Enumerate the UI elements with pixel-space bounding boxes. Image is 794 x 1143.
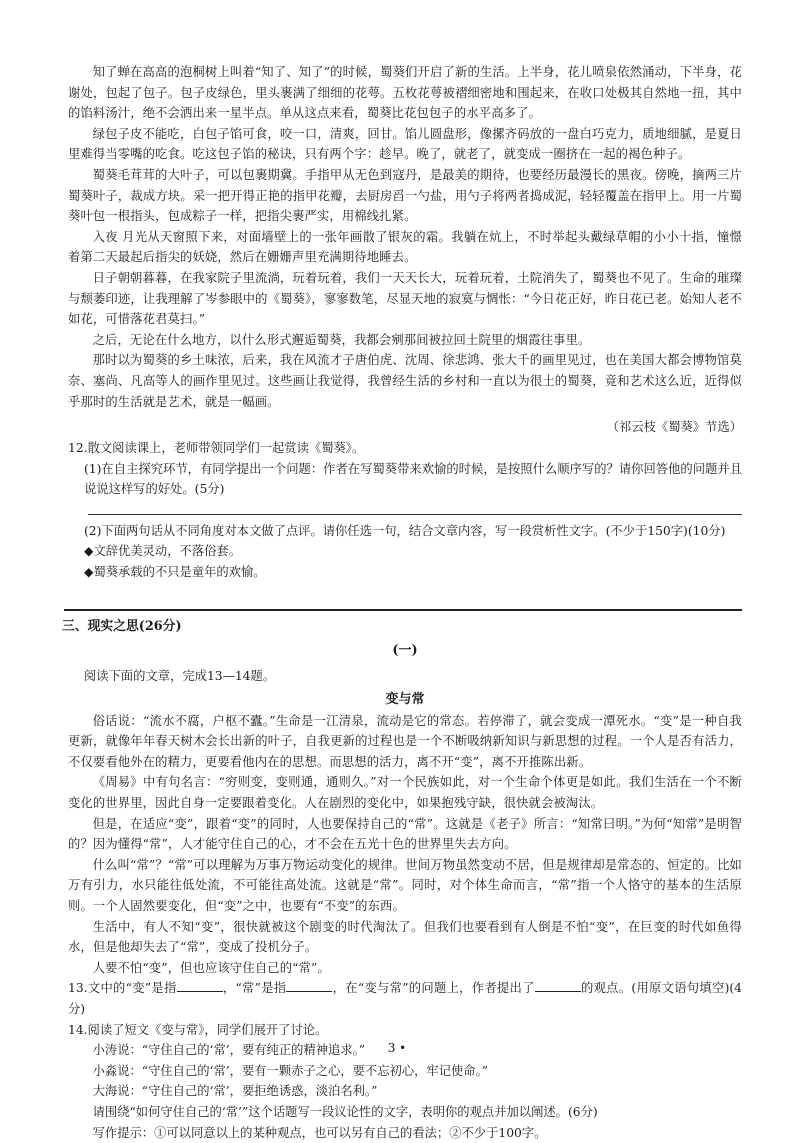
passage-paragraph: 知了蝉在高高的泡桐树上叫着“知了、知了”的时候，蜀葵们开启了新的生活。上半身，花儿喷泉依然涌动，下半身，花谢处，包起了包子。包子皮绿色，里头裹满了细细的花萼。五枚花萼被褶细密地和围起来，在收口处极其自然地一扭，其中的馅料汤汁，绝不会洒出来一星半点。单从这点来看，蜀葵比花包包子的水平高多了。 — [68, 65, 742, 121]
discussion-line: 大海说：“守住自己的‘常’，要拒绝诱惑，淡泊名利。” — [92, 1084, 378, 1099]
question-14-stem: 14.阅读了短文《变与常》，同学们展开了讨论。 — [68, 1022, 328, 1037]
article-title: 变与常 — [385, 691, 425, 707]
question-12-stem: 12.散文阅读课上，老师带领同学们一起赏读《蜀葵》。 — [68, 441, 365, 456]
article-paragraph: 什么叫“常”？“常”可以理解为万事万物运动变化的规律。世间万物虽然变动不居，但是规律却是常态的、恒定的。比如万有引力，水只能往低处流，不可能往高处流。这就是“常”。同时，对个体生命而言，“常”指一个人恪守的基本的生活原则。一个人固然要变化，但“变”之中，也要有“不变”的东西。 — [68, 857, 742, 913]
section-3-title: 三、现实之思(26分) — [62, 618, 182, 634]
article-paragraph: 《周易》中有句名言：“穷则变，变则通，通则久。”对一个民族如此，对一个生命个体更是如此。我们生活在一个不断变化的世界里，因此自身一定要跟着变化。人在剧烈的变化中，如果抱残守缺，很快就会被淘汰。 — [68, 775, 742, 811]
fill-blank-1[interactable] — [177, 979, 223, 992]
article-paragraph: 生活中，有人不知“变”，很快就被这个剧变的时代淘汰了。但我们也要看到有人倒是不怕“变”，在巨变的时代如鱼得水，但是他却失去了“常”，变成了投机分子。 — [68, 919, 742, 955]
question-13 — [68, 978, 742, 1019]
passage-paragraph: 蜀葵毛茸茸的大叶子，可以包裹期冀。手指甲从无色到寇丹，是最美的期待，也要经历最漫长的黑夜。傍晚，摘两三片蜀葵叶子，裁成方块。采一把开得正艳的指甲花瓣，去厨房舀一勺盐，用勺子将两者捣成泥，轻轻覆盖在指甲上。用一片蜀葵叶包一根指头，包成粽子一样，把指尖裹严实，用棉线扎紧。 — [68, 167, 742, 224]
reading-passage-shukui — [68, 62, 742, 438]
passage-paragraph: 入夜 月光从天窗照下来，对面墙壁上的一张年画散了银灰的霜。我躺在炕上，不时举起头戴绿草帽的小小十指，憧憬着第二天最起后指尖的妖娆，然后在姗姗声里充满期待地睡去。 — [68, 229, 742, 265]
part-1-heading: (一) — [392, 642, 418, 658]
question-13-text: ，在“变与常”的问题上，作者提出了 — [332, 981, 535, 996]
article-paragraph: 但是，在适应“变”，跟着“变”的同时，人也要保持自己的“常”。这就是《老子》所言：“知常曰明。”为何“知常”是明智的？因为懂得“常”，人才能守住自己的心，才不会在五光十色的世界里失去方向。 — [68, 816, 742, 852]
section-divider — [64, 609, 742, 611]
question-12 — [68, 438, 742, 583]
comment-option-2: ◆蜀葵承载的不只是童年的欢愉。 — [83, 565, 266, 580]
answer-line[interactable] — [88, 514, 742, 515]
page-number: 3 • — [387, 1041, 407, 1055]
question-14 — [68, 1020, 742, 1143]
discussion-line: 小涛说：“守住自己的‘常’，要有纯正的精神追求。” — [92, 1043, 366, 1058]
question-12-part-1: (1)在自主探究环节，有同学提出一个问题：作者在写蜀葵带来欢愉的时候，是按照什么顺序写的？请你回答他的问题并且说说这样写的好处。(5分) — [83, 461, 742, 497]
question-13-text: ，“常”是指 — [222, 981, 287, 996]
passage-paragraph: 那时以为蜀葵的乡土味浓，后来，我在风流才子唐伯虎、沈周、徐悲鸿、张大千的画里见过，也在美国大都会博物馆莫奈、塞尚、凡高等人的画作里见过。这些画让我觉得，我曾经生活的乡村和一直以为很土的蜀葵，竟和艺术这么近，近得似乎那时的生活就是艺术，就是一幅画。 — [68, 353, 742, 409]
question-13-text: 的观点。(用原文语句填空)(4分) — [68, 981, 743, 1016]
article-bian-yu-chang — [68, 711, 742, 979]
fill-blank-2[interactable] — [286, 979, 332, 992]
writing-task: 请围绕“如何守住自己的‘常’”这个话题写一段议论性的文字，表明你的观点并加以阐述。(6分) — [92, 1104, 598, 1119]
passage-paragraph: 日子朝朝暮暮，在我家院子里流淌，玩着玩着，我们一天天长大，玩着玩着，土院消失了，蜀葵也不见了。生命的璀璨与颓萎印迹，让我理解了岑参眼中的《蜀葵》，寥寥数笔，尽显天地的寂寞与惆怅：“今日花正好，昨日花已老。始知人老不如花，可惜落花君莫扫。” — [68, 270, 742, 327]
passage-source: （祁云枝《蜀葵》节选） — [606, 420, 742, 435]
fill-blank-3[interactable] — [535, 979, 581, 992]
question-12-part-2: (2)下面两句话从不同角度对本文做了点评。请你任选一句，结合文章内容，写一段赏析性文字。(不少于150字)(10分) — [83, 523, 726, 538]
article-paragraph: 俗话说：“流水不腐，户枢不蠹。”生命是一江清泉，流动是它的常态。若停滞了，就会变成一潭死水。“变”是一种自我更新，就像年年春天树木会长出新的叶子，自我更新的过程也是一个不断吸纳新知识与新思想的过程。一个人是否有活力，不仅要看他外在的精力，更要看他内在的思想。而思想的活力，离不开“变”，离不开推陈出新。 — [68, 713, 742, 769]
comment-option-1: ◆文辞优美灵动，不落俗套。 — [83, 544, 242, 559]
reading-instruction: 阅读下面的文章，完成13—14题。 — [83, 668, 276, 683]
question-13-label: 13.文中的“变”是指 — [68, 981, 177, 996]
writing-tips: 写作提示：①可以同意以上的某种观点，也可以另有自己的看法；②不少于100字。 — [92, 1125, 547, 1140]
passage-paragraph: 之后，无论在什么地方，以什么形式邂逅蜀葵，我都会剜那间被拉回土院里的烟霞往事里。 — [92, 332, 591, 347]
article-paragraph: 人要不怕“变”，但也应该守住自己的“常”。 — [92, 960, 330, 975]
passage-paragraph: 绿包子皮不能吃，白包子馅可食，咬一口，清爽，回甘。馅儿圆盘形，像摞齐码放的一盘白巧克力，质地细腻，是夏日里难得当零嘴的吃食。吃这包子馅的秘诀，只有两个字：趁早。晚了，就老了，就变成一圈挤在一起的褐色种子。 — [68, 126, 742, 162]
discussion-line: 小淼说：“守住自己的‘常’，要有一颗赤子之心，要不忘初心，牢记使命。” — [92, 1063, 489, 1078]
